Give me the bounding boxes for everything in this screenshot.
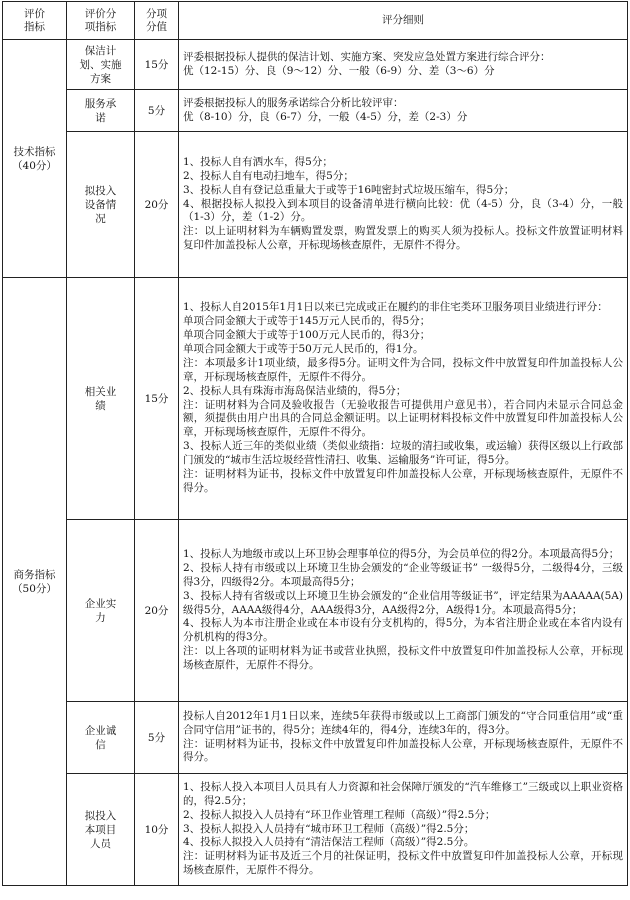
- detail-line: 2、投标人拟投入人员持有“环卫作业管理工程师（高级）”得2.5分；: [183, 808, 496, 821]
- detail-line: 注：以上证明材料为车辆购置发票，购置发票上的购买人须为投标人。投标文件放置证明材料复印件加盖投标人公章，开标现场核查原件，无原件不得分。: [183, 225, 623, 252]
- category-label: 技术指标 （40分）: [12, 145, 57, 172]
- category-cell: [3, 278, 67, 886]
- detail-line: 注：证明材料为合同及验收报告（无验收报告可提供用户意见书），若合同内未显示合同总金额，须提供由用户出具的合同总金额证明。以上证明材料投标文件中放置复印件加盖投标人公章，开标现场核查原件，无原件不得分。: [183, 398, 623, 439]
- detail-line: 3、投标人持有省级或以上环境卫生协会颁发的“企业信用等级证书”，评定结果为AAAAA(5A)级得5分，AAAA级得4分，AAA级得3分，AA级得2分，A级得1分。本项最高得5分；: [183, 589, 623, 616]
- item-name-cell: [67, 90, 135, 132]
- item-detail-cell: [179, 702, 628, 774]
- detail-line: 单项合同金额大于或等于145万元人民币的，得5分；: [183, 315, 431, 328]
- category-label: 商务指标 （50分）: [12, 568, 57, 595]
- scoring-table: [2, 1, 628, 886]
- item-score-cell: [135, 132, 179, 278]
- item-detail-cell: [179, 278, 628, 520]
- detail-line: 注：本项最多计1项业绩，最多得5分。证明文件为合同，投标文件中放置复印件加盖投标人公章，开标现场核查原件，无原件不得分。: [183, 356, 623, 383]
- detail-line: 优（12-15）分、良（9～12）分、一般（6-9）分、差（3～6）分: [183, 64, 495, 77]
- item-detail-cell: [179, 132, 628, 278]
- table-row: [3, 132, 628, 278]
- header-category: 评价 指标: [3, 2, 67, 40]
- item-name-cell: [67, 702, 135, 774]
- header-item: 评价分 项指标: [67, 2, 135, 40]
- item-score: 5分: [147, 104, 166, 117]
- detail-line: 2、投标人自有电动扫地车，得5分；: [183, 169, 354, 182]
- detail-line: 4、投标人为本市注册企业或在本市设有分支机构的，得5分，为本省注册企业或在本省内设有分机机构的得3分。: [183, 617, 623, 644]
- detail-line: 1、投标人为地级市或以上环卫协会理事单位的得5分，为会员单位的得2分。本项最高得5分；: [183, 547, 620, 560]
- table-row: [3, 40, 628, 90]
- item-score-cell: [135, 90, 179, 132]
- item-name-cell: [67, 278, 135, 520]
- item-name: 相关业 绩: [84, 385, 117, 412]
- item-score: 10分: [144, 823, 169, 836]
- detail-line: 评委根据投标人的服务承诺综合分析比较评审：: [183, 96, 404, 109]
- item-name-cell: [67, 520, 135, 702]
- detail-line: 3、投标人拟投入人员持有“城市环卫工程师（高级）”得2.5分；: [183, 822, 475, 835]
- item-name-cell: [67, 774, 135, 886]
- detail-line: 1、投标人自有洒水车，得5分；: [183, 155, 333, 168]
- detail-line: 4、投标人拟投入人员持有“清洁保洁工程师（高级）”得2.5分。: [183, 836, 475, 849]
- item-detail-cell: [179, 90, 628, 132]
- detail-line: 2、投标人具有珠海市海岛保洁业绩的，得5分；: [183, 384, 407, 397]
- category-cell: [3, 40, 67, 278]
- detail-line: 注：证明材料为证书及近三个月的社保证明，投标文件中放置复印件加盖投标人公章，开标现场核查原件，无原件不得分。: [183, 850, 623, 877]
- item-detail-cell: [179, 520, 628, 702]
- item-score-cell: [135, 40, 179, 90]
- table-row: [3, 520, 628, 702]
- table-row: [3, 774, 628, 886]
- item-name-cell: [67, 132, 135, 278]
- item-score: 15分: [144, 58, 169, 71]
- detail-line: 1、投标人投入本项目人员具有人力资源和社会保障厅颁发的“汽车维修工”三级或以上职业资格的，得2.5分；: [183, 780, 623, 807]
- item-detail-cell: [179, 40, 628, 90]
- item-score: 15分: [144, 392, 169, 405]
- detail-line: 优（8-10）分，良（6-7）分，一般（4-5）分，差（2-3）分: [183, 110, 468, 123]
- item-score-cell: [135, 520, 179, 702]
- detail-line: 评委根据投标人提供的保洁计划、实施方案、突发应急处置方案进行综合评分：: [183, 50, 551, 63]
- header-detail: 评分细则: [179, 2, 628, 40]
- item-name: 企业诚 信: [84, 724, 117, 751]
- detail-line: 单项合同金额大于或等于50万元人民币的，得1分。: [183, 342, 424, 355]
- table-row: [3, 278, 628, 520]
- detail-line: 3、投标人近三年的类似业绩（类似业绩指：垃圾的清扫或收集，或运输）获得区级以上行政部门颁发的“城市生活垃圾经营性清扫、收集、运输服务”许可证，得5分。: [183, 440, 623, 467]
- table-body: [3, 40, 628, 886]
- detail-line: 3、投标人自有登记总重量大于或等于16吨密封式垃圾压缩车，得5分；: [183, 183, 515, 196]
- detail-line: 4、根据投标人拟投入到本项目的设备清单进行横向比较：优（4-5）分，良（3-4）分，一般（1-3）分，差（1-2）分。: [183, 197, 623, 224]
- detail-line: 1、投标人自2015年1月1日以来已完成或正在履约的非住宅类环卫服务项目业绩进行评分：: [183, 301, 608, 314]
- header-score: 分项 分值: [135, 2, 179, 40]
- item-name: 服务承 诺: [84, 97, 117, 124]
- item-name: 企业实 力: [84, 597, 117, 624]
- header-row: [3, 2, 628, 40]
- item-detail-cell: [179, 774, 628, 886]
- item-score: 20分: [144, 604, 169, 617]
- detail-line: 注：证明材料为证书，投标文件中放置复印件加盖投标人公章，开标现场核查原件，无原件不得分。: [183, 468, 623, 494]
- detail-line: 注：证明材料为证书，投标文件中放置复印件加盖投标人公章，开标现场核查原件，无原件不得分。: [183, 737, 623, 764]
- detail-line: 注：以上各项的证明材料为证书或营业执照，投标文件中放置复印件加盖投标人公章，开标现场核查原件，无原件不得分。: [183, 645, 623, 672]
- item-name: 保洁计 划、实施 方案: [79, 44, 122, 85]
- item-score-cell: [135, 774, 179, 886]
- table-row: [3, 90, 628, 132]
- detail-line: 投标人自2012年1月1日以来，连续5年获得市级或以上工商部门颁发的“守合同重信用”或“重合同守信用”证书的，得5分；连续4年的，得4分，连续3年的，得3分。: [183, 709, 623, 736]
- item-score-cell: [135, 702, 179, 774]
- item-name-cell: [67, 40, 135, 90]
- item-score: 5分: [147, 731, 166, 744]
- item-name: 拟投入 设备情 况: [84, 184, 117, 225]
- item-score: 20分: [144, 198, 169, 211]
- item-score-cell: [135, 278, 179, 520]
- detail-line: 单项合同金额大于或等于100万元人民币的，得3分；: [183, 328, 431, 341]
- item-name: 拟投入 本项目 人员: [84, 809, 117, 850]
- detail-line: 2、投标人持有市级或以上环境卫生协会颁发的“企业等级证书” 一级得5分，二级得4分，三级得3分，四级得2分。本项最高得5分；: [183, 561, 623, 588]
- table-row: [3, 702, 628, 774]
